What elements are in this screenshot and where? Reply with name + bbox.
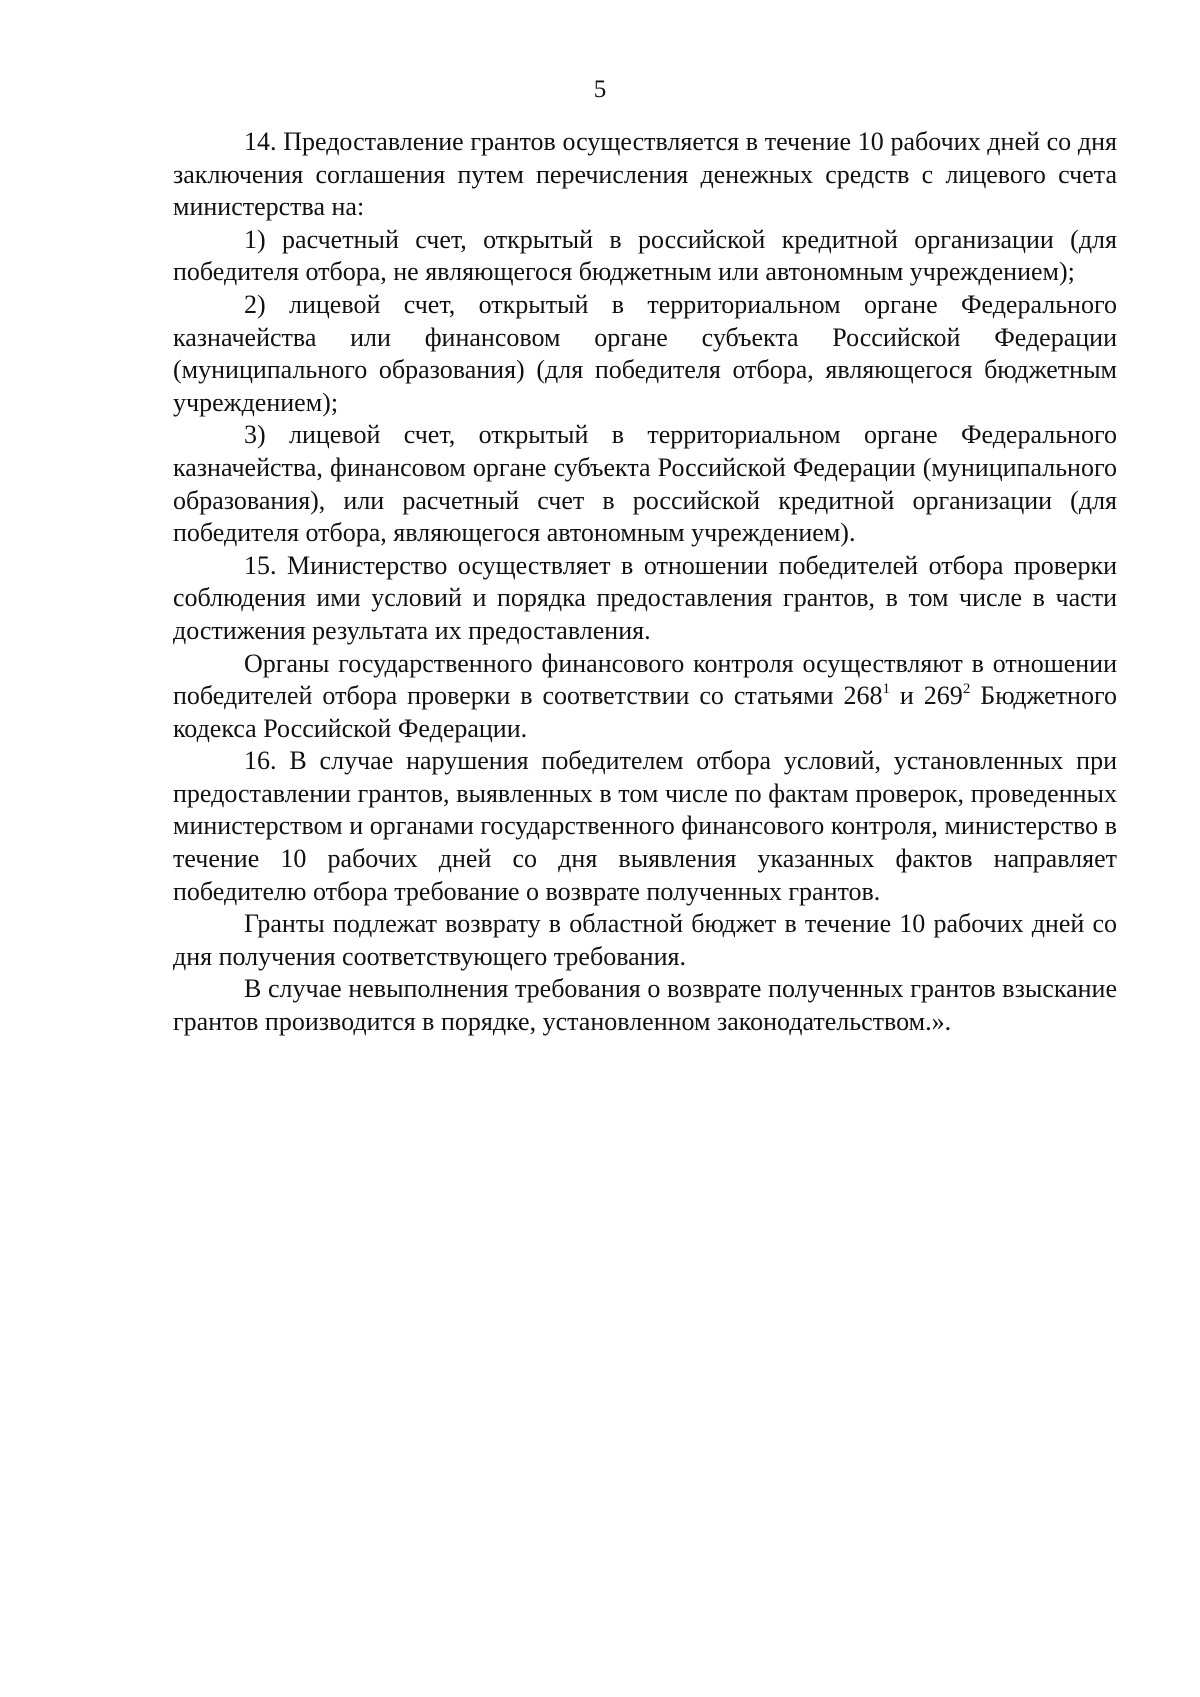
paragraph-16-return: Гранты подлежат возврату в областной бюджет в течение 10 рабочих дней со дня получения соответствующего требования. — [173, 909, 1117, 971]
control-text-after: Бюджетного кодекса Российской Федерации. — [173, 681, 1117, 743]
paragraph-14: 14. Предоставление грантов осуществляется в течение 10 рабочих дней со дня заключения соглашения путем перечисления денежных средств с лицевого счета министерства на: — [173, 127, 1117, 222]
control-text-middle: и 269 — [889, 681, 963, 711]
paragraph-14-item-2: 2) лицевой счет, открытый в территориальном органе Федерального казначейства или финансовом органе субъекта Российской Федерации (муниципального образования) (для победителя отбора, являющегося бюджетным учреждением); — [173, 289, 1117, 417]
control-text-before: Органы государственного финансового контроля осуществляют в отношении победителей отбора проверки в соответствии со статьями 268 — [173, 648, 1117, 711]
paragraph-15: 15. Министерство осуществляет в отношении победителей отбора проверки соблюдения ими условий и порядка предоставления грантов, в том числе в части достижения результата их предоставления. — [173, 550, 1117, 645]
document-body — [173, 126, 1117, 1039]
paragraph-14-item-1: 1) расчетный счет, открытый в российской кредитной организации (для победителя отбора, не являющегося бюджетным или автономным учреждением); — [173, 224, 1117, 287]
superscript-1: 1 — [882, 681, 890, 698]
paragraph-16: 16. В случае нарушения победителем отбора условий, установленных при предоставлении грантов, выявленных в том числе по фактам проверок, проведенных министерством и органами государственного финансового контроля, министерство в течение 10 рабочих дней со дня выявления указанных фактов направляет победителю отбора требование о возврате полученных грантов. — [173, 746, 1117, 906]
paragraph-15-financial-control — [173, 648, 1117, 746]
page-number: 5 — [593, 76, 607, 103]
paragraph-16-recovery: В случае невыполнения требования о возврате полученных грантов взыскание грантов производится в порядке, установленном законодательством.». — [173, 974, 1117, 1037]
paragraph-14-item-3: 3) лицевой счет, открытый в территориальном органе Федерального казначейства, финансовом органе субъекта Российской Федерации (муниципального образования), или расчетный счет в российской кредитной организации (для победителя отбора, являющегося автономным учреждением). — [173, 420, 1117, 548]
superscript-2: 2 — [962, 681, 971, 698]
